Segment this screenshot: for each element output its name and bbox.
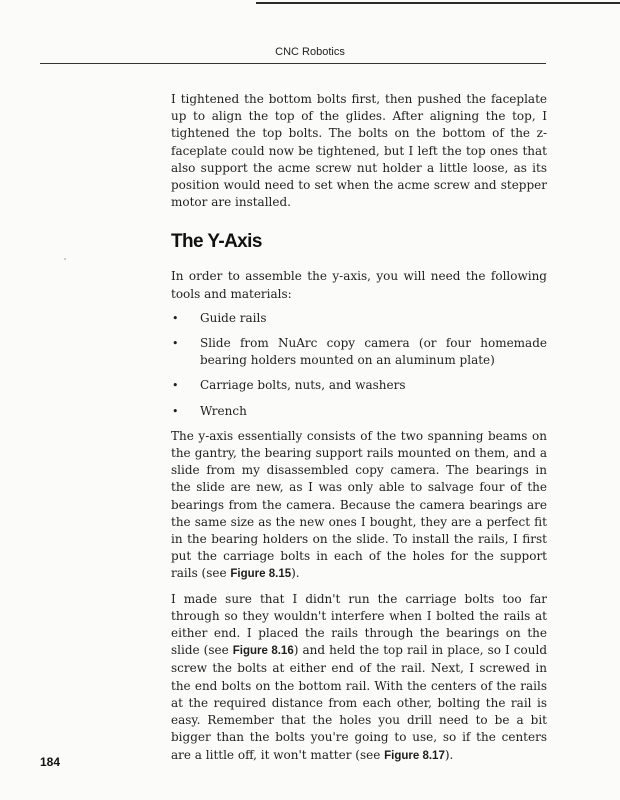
list-item — [171, 403, 547, 420]
top-edge-rule — [256, 2, 620, 4]
paragraph-text: I made sure that I didn't run the carriage bolts too far through so they wouldn't interfere when I bolted the rails at either end. I placed the rails through the bearings on the slide (see — [171, 591, 547, 658]
running-header: CNC Robotics — [275, 46, 345, 58]
list-item-text: Guide rails — [200, 310, 267, 325]
paragraph-y-axis-overview — [171, 428, 547, 584]
bullet-icon: • — [172, 337, 179, 351]
section-title: The Y-Axis — [171, 231, 262, 253]
paragraph-text: ). — [444, 747, 454, 762]
paragraph-rail-install — [171, 591, 547, 765]
paragraph-text: ) and held the top rail in place, so I could screw the bolts at either end of the rail. Next, I screwed in the end bolts on the bottom rail. With the centers of the rails at the required distance from each other, bolting the rail is easy. Remember that the holes you drill need to be a bit bigger than the bolts you're going to use, so if the centers are a little off, it won't matter (see — [171, 643, 547, 762]
figure-reference: Figure 8.15 — [230, 568, 292, 581]
list-item-text: Wrench — [200, 403, 247, 418]
list-item — [171, 310, 547, 327]
paragraph-text: The y-axis essentially consists of the two spanning beams on the gantry, the bearing support rails mounted on them, and a slide from my disassembled copy camera. The bearings in the slide are new, as I was only able to salvage four of the bearings from the camera. Because the camera bearings are the same size as the new ones I bought, they are a perfect fit in the bearing holders on the slide. To install the rails, I first put the carriage bolts in each of the holes for the support rails (see — [171, 428, 547, 581]
bullet-icon: • — [172, 404, 179, 418]
list-item — [171, 377, 547, 394]
list-item-text: Slide from NuArc copy camera (or four homemade bearing holders mounted on an aluminum plate) — [200, 336, 547, 368]
page-number: 184 — [40, 755, 61, 769]
bullet-icon: • — [172, 311, 179, 325]
figure-reference: Figure 8.16 — [232, 645, 294, 658]
paragraph-materials-intro: In order to assemble the y-axis, you will need the following tools and materials: — [171, 269, 547, 301]
paragraph-intro: I tightened the bottom bolts first, then pushed the faceplate up to align the top of the glides. After aligning the top, I tightened the top bolts. The bolts on the bottom of the z-faceplate could now be tightened, but I left the top ones that also support the acme screw nut holder a little loose, as its position would need to set when the acme screw and stepper motor are installed. — [171, 92, 547, 210]
bullet-icon: • — [172, 379, 179, 393]
figure-reference: Figure 8.17 — [384, 749, 445, 762]
list-item — [171, 335, 547, 369]
paragraph-text: ). — [291, 566, 300, 581]
body-column — [171, 91, 547, 772]
header-rule — [40, 63, 546, 64]
scan-speck — [64, 258, 66, 260]
list-item-text: Carriage bolts, nuts, and washers — [200, 378, 406, 393]
materials-list — [171, 310, 547, 420]
